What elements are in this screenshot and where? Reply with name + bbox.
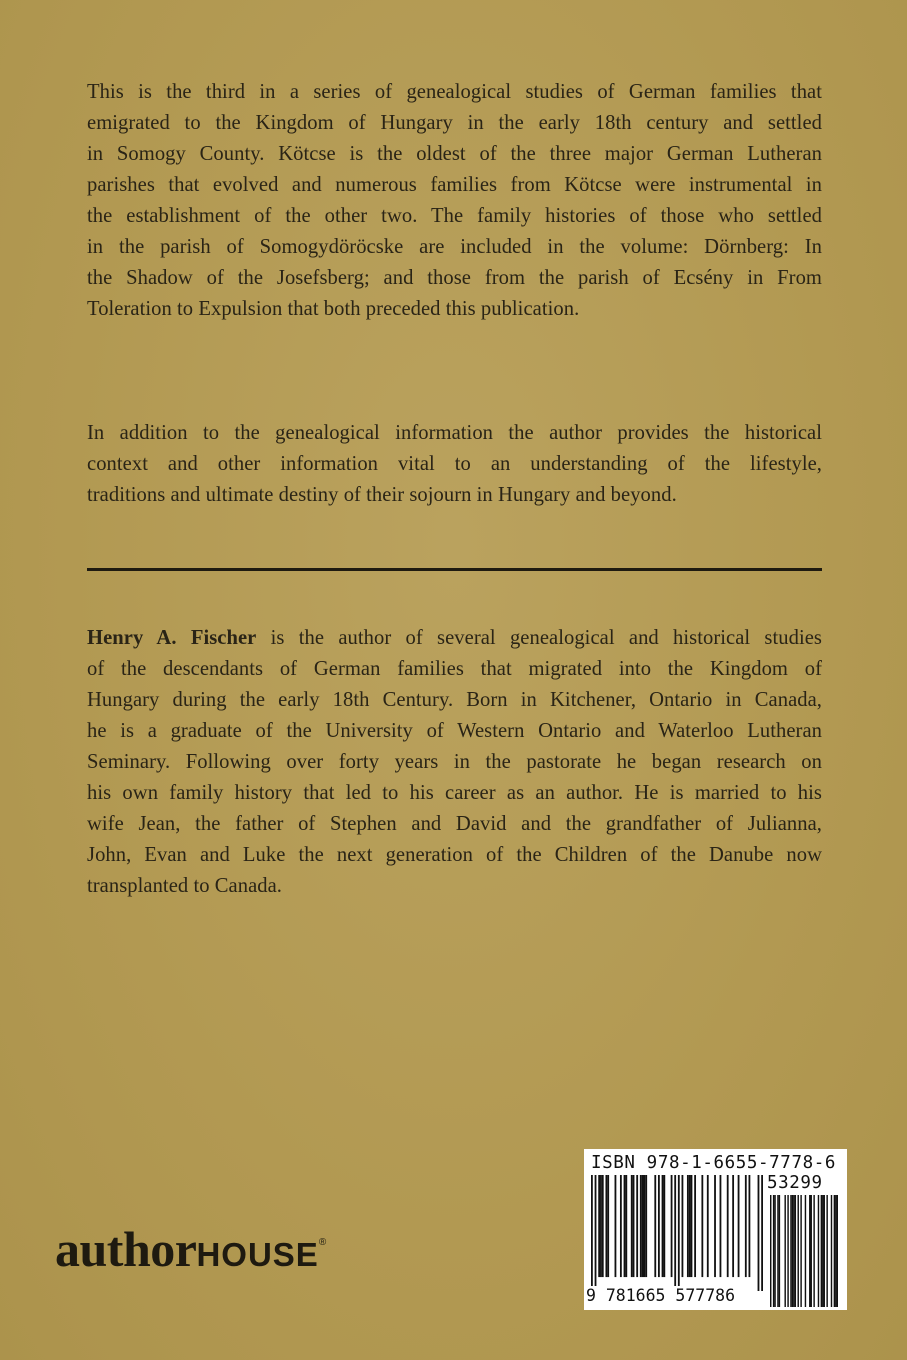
barcode-bar	[602, 1175, 604, 1277]
barcode-bar	[707, 1175, 709, 1277]
barcode-bar	[678, 1175, 680, 1291]
barcode-bar	[642, 1175, 644, 1277]
barcode-bar	[662, 1175, 664, 1277]
barcode-bar	[813, 1195, 814, 1307]
barcode-bar	[714, 1175, 716, 1277]
barcode-bar	[835, 1195, 836, 1307]
barcode-bar	[822, 1195, 823, 1307]
description-line: in Somogy County. Kötcse is the oldest of the three major German Lutheran	[87, 143, 822, 165]
ean-digits: 9 781665 577786	[586, 1286, 736, 1305]
description-line: parishes that evolved and numerous families from Kötcse were instrumental in	[87, 174, 822, 196]
barcode-bar	[758, 1175, 760, 1291]
logo-text-house: HOUSE	[196, 1236, 319, 1273]
description-line: in the parish of Somogydöröcske are included in the volume: Dörnberg: In	[87, 236, 822, 258]
bio-line-rest: is the author of several genealogical and historical studies	[256, 627, 822, 649]
barcode-bar	[732, 1175, 734, 1277]
publisher-logo	[55, 1222, 326, 1276]
barcode-bar	[598, 1175, 600, 1277]
description-paragraph-1	[87, 77, 822, 325]
section-divider	[87, 568, 822, 571]
bio-line: wife Jean, the father of Stephen and David and the grandfather of Julianna,	[87, 813, 822, 835]
barcode-bar	[689, 1175, 691, 1277]
barcode-bar	[671, 1175, 673, 1277]
barcode-bar	[792, 1195, 793, 1307]
description-line: the establishment of the other two. The family histories of those who settled	[87, 205, 822, 227]
barcode-bar	[640, 1175, 642, 1277]
barcode-bar	[615, 1175, 617, 1277]
barcode-bar	[821, 1195, 822, 1307]
description-line: emigrated to the Kingdom of Hungary in the early 18th century and settled	[87, 112, 822, 134]
barcode-bar	[793, 1195, 794, 1307]
bio-line: he is a graduate of the University of Western Ontario and Waterloo Lutheran	[87, 720, 822, 742]
description-line: the Shadow of the Josefsberg; and those from the parish of Ecsény in From	[87, 267, 822, 289]
barcode-bar	[787, 1195, 788, 1307]
barcode-bar	[834, 1195, 835, 1307]
bio-line: Hungary during the early 18th Century. Born in Kitchener, Ontario in Canada,	[87, 689, 822, 711]
barcode-bar	[720, 1175, 722, 1277]
description-line: In addition to the genealogical information the author provides the historical	[87, 422, 822, 444]
barcode-bar	[607, 1175, 609, 1277]
registered-mark: ®	[318, 1237, 327, 1248]
barcode-bar	[658, 1175, 660, 1277]
barcode-bar	[779, 1195, 780, 1307]
barcode-bar	[809, 1195, 810, 1307]
barcode-bar	[663, 1175, 665, 1277]
bio-first-line	[87, 623, 822, 654]
barcode-bar	[645, 1175, 647, 1277]
barcode-bar	[701, 1175, 703, 1277]
barcode-bar	[691, 1175, 693, 1277]
barcode-bar	[687, 1175, 689, 1277]
description-line: Toleration to Expulsion that both preceded this publication.	[87, 298, 580, 320]
barcode-bar	[682, 1175, 684, 1277]
barcode-bar	[727, 1175, 729, 1277]
barcode-bar	[595, 1175, 597, 1291]
ean-bars	[591, 1175, 763, 1291]
barcode-bar	[774, 1195, 775, 1307]
barcode-bar	[805, 1195, 806, 1307]
barcode-bar	[773, 1195, 774, 1307]
barcode-bar	[784, 1195, 785, 1307]
description-paragraph-2	[87, 418, 822, 511]
barcode-bar	[761, 1175, 763, 1291]
bio-line: Seminary. Following over forty years in the pastorate he began research on	[87, 751, 822, 773]
barcode-bar	[644, 1175, 646, 1277]
barcode-bar	[800, 1195, 801, 1307]
barcode-bar	[797, 1195, 798, 1307]
barcode-bar	[605, 1175, 607, 1277]
barcode-bar	[831, 1195, 832, 1307]
barcode-bar	[770, 1195, 771, 1307]
addon-bars	[770, 1195, 838, 1307]
barcode-bar	[654, 1175, 656, 1277]
barcode-bar	[824, 1195, 825, 1307]
barcode-bar	[777, 1195, 778, 1307]
logo-text-author: author	[55, 1221, 197, 1277]
author-bio	[87, 623, 822, 902]
barcode-bar	[633, 1175, 635, 1277]
barcode-bar	[591, 1175, 593, 1291]
barcode-bar	[749, 1175, 751, 1277]
description-line: traditions and ultimate destiny of their sojourn in Hungary and beyond.	[87, 484, 677, 506]
barcode-bar	[738, 1175, 740, 1277]
barcode-bar	[674, 1175, 676, 1291]
author-name: Henry A. Fischer	[87, 627, 257, 649]
barcode-bar	[745, 1175, 747, 1277]
barcode-bar	[636, 1175, 638, 1277]
bio-line: transplanted to Canada.	[87, 875, 283, 897]
barcode-bar	[826, 1195, 827, 1307]
barcode-bar	[837, 1195, 838, 1307]
bio-line: his own family history that led to his career as an author. He is married to his	[87, 782, 822, 804]
barcode-bar	[620, 1175, 622, 1277]
barcode-bar	[631, 1175, 633, 1277]
description-line: This is the third in a series of genealogical studies of German families that	[87, 81, 822, 103]
barcode-bar	[795, 1195, 796, 1307]
barcode-bar	[818, 1195, 819, 1307]
isbn-barcode	[584, 1149, 847, 1310]
barcode-bar	[694, 1175, 696, 1277]
bio-line: John, Evan and Luke the next generation of the Children of the Danube now	[87, 844, 822, 866]
barcode-bar	[600, 1175, 602, 1277]
barcode-bar	[790, 1195, 791, 1307]
barcode-bar	[811, 1195, 812, 1307]
bio-line: of the descendants of German families that migrated into the Kingdom of	[87, 658, 822, 680]
description-line: context and other information vital to an understanding of the lifestyle,	[87, 453, 822, 475]
barcode-bar	[625, 1175, 627, 1277]
price-code: 53299	[767, 1173, 823, 1193]
isbn-label: ISBN 978-1-6655-7778-6	[591, 1153, 836, 1173]
barcode-bar	[624, 1175, 626, 1277]
